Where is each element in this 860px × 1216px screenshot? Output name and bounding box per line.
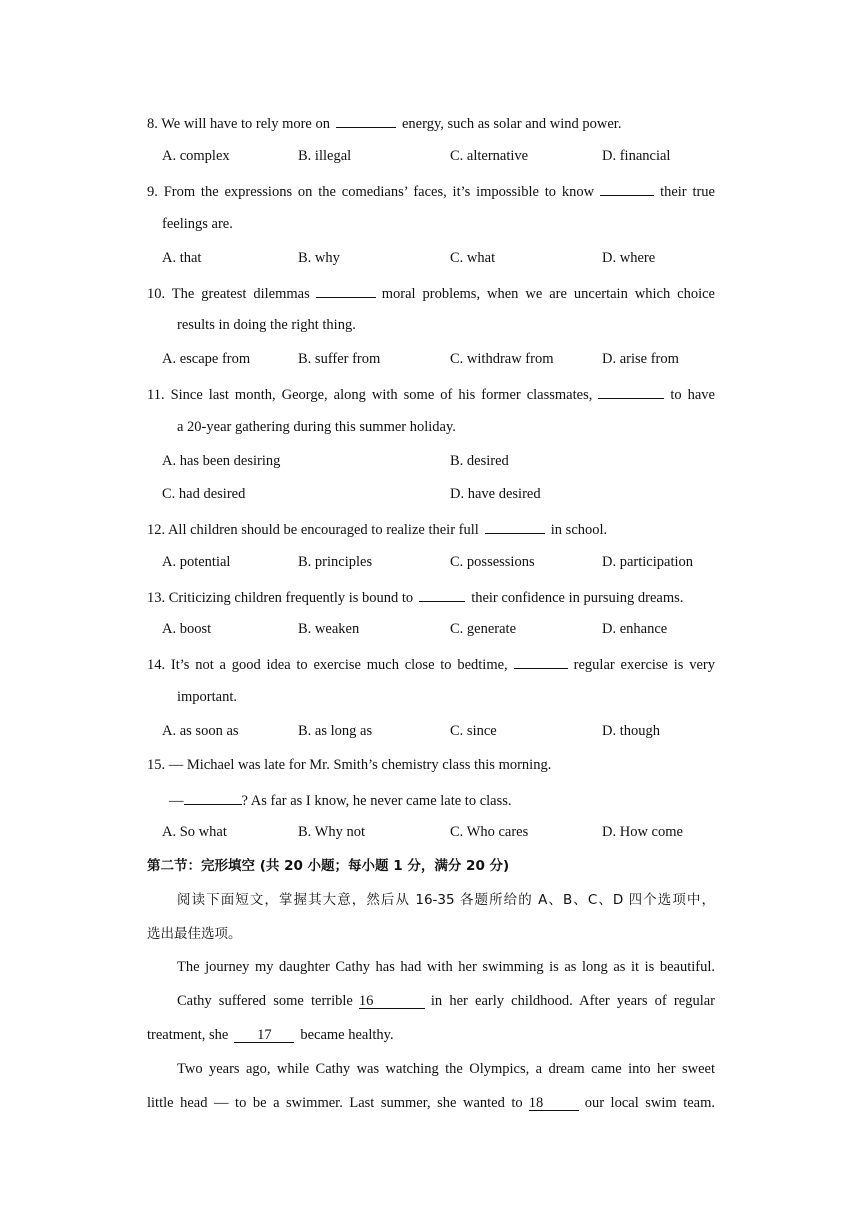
q15-option-c: C. Who cares <box>450 824 529 840</box>
q15-stem-continued <box>169 790 512 810</box>
q10-stem-text-after: moral problems, when we are uncertain which choice <box>381 286 715 302</box>
q11-stem-text: 11. Since last month, George, along with some of his former classmates, <box>147 387 593 403</box>
passage-paragraph-3-line2 <box>147 1094 715 1112</box>
q10-blank <box>316 283 376 298</box>
q13-option-d: D. enhance <box>602 621 668 637</box>
q11-option-a: A. has been desiring <box>162 453 281 469</box>
q11-option-d: D. have desired <box>450 486 541 502</box>
q12-blank <box>485 519 545 534</box>
section-instruction-line2: 选出最佳选项。 <box>147 926 242 942</box>
passage-text: Cathy suffered some terrible <box>177 993 353 1009</box>
question-15-stem: 15. — Michael was late for Mr. Smith’s chemistry class this morning. <box>147 757 552 773</box>
q12-stem-text: 12. All children should be encouraged to realize their full <box>147 522 479 538</box>
q11-stem-continued: a 20-year gathering during this summer holiday. <box>177 419 456 435</box>
q9-option-d: D. where <box>602 250 656 266</box>
q13-option-c: C. generate <box>450 621 517 637</box>
q14-option-a: A. as soon as <box>162 723 239 739</box>
question-9-stem <box>147 181 715 201</box>
q14-stem-continued: important. <box>177 689 238 705</box>
q9-stem-continued: feelings are. <box>162 216 233 232</box>
question-13-stem <box>147 587 683 607</box>
q10-option-d: D. arise from <box>602 351 679 367</box>
question-8-stem <box>147 113 621 133</box>
q15-option-b: B. Why not <box>298 824 365 840</box>
passage-paragraph-1: The journey my daughter Cathy has had with her swimming is as long as it is beautiful. <box>177 959 715 975</box>
passage-text-after: in her early childhood. After years of regular <box>430 993 715 1009</box>
q8-option-d: D. financial <box>602 148 671 164</box>
question-11-stem <box>147 384 715 404</box>
question-12-stem <box>147 519 607 539</box>
q14-stem-text-after: regular exercise is very <box>573 657 715 673</box>
q13-option-b: B. weaken <box>298 621 360 637</box>
q11-option-b: B. desired <box>450 453 509 469</box>
q14-blank <box>514 654 568 669</box>
q9-blank <box>600 181 654 196</box>
blank-17: 17 <box>234 1028 294 1043</box>
section-heading: 第二节：完形填空 (共 20 小题；每小题 1 分，满分 20 分) <box>147 858 510 874</box>
q15-option-d: D. How come <box>602 824 683 840</box>
q9-stem-text-after: their true <box>660 184 715 200</box>
q14-option-d: D. though <box>602 723 660 739</box>
q14-option-c: C. since <box>450 723 497 739</box>
q14-option-b: B. as long as <box>298 723 373 739</box>
q13-blank <box>419 587 465 602</box>
passage-text: little head — to be a swimmer. Last summer, she wanted to <box>147 1095 523 1111</box>
q8-option-a: A. complex <box>162 148 230 164</box>
passage-text-after: became healthy. <box>300 1027 394 1043</box>
section-instruction-line1: 阅读下面短文，掌握其大意，然后从 16-35 各题所给的 A、B、C、D 四个选项中， <box>177 892 715 908</box>
q15-stem-text-after: ? As far as I know, he never came late to class. <box>241 793 512 809</box>
q11-option-c: C. had desired <box>162 486 246 502</box>
blank-18: 18 <box>529 1096 579 1111</box>
q11-blank <box>598 384 664 399</box>
q12-option-d: D. participation <box>602 554 694 570</box>
passage-text-after: our local swim team. <box>584 1095 716 1111</box>
passage-paragraph-2-line1 <box>177 992 715 1010</box>
q13-option-a: A. boost <box>162 621 212 637</box>
q15-blank <box>184 790 242 805</box>
q12-option-b: B. principles <box>298 554 373 570</box>
q10-option-c: C. withdraw from <box>450 351 554 367</box>
q10-option-b: B. suffer from <box>298 351 381 367</box>
q8-stem-text: 8. We will have to rely more on <box>147 116 330 132</box>
q14-stem-text: 14. It’s not a good idea to exercise much close to bedtime, <box>147 657 508 673</box>
q10-option-a: A. escape from <box>162 351 251 367</box>
q10-stem-text: 10. The greatest dilemmas <box>147 286 310 302</box>
q9-stem-text: 9. From the expressions on the comedians’ faces, it’s impossible to know <box>147 184 595 200</box>
q13-stem-text: 13. Criticizing children frequently is bound to <box>147 590 414 606</box>
q8-option-c: C. alternative <box>450 148 529 164</box>
q10-stem-continued: results in doing the right thing. <box>177 317 356 333</box>
passage-paragraph-2-line2 <box>147 1026 394 1044</box>
q12-option-c: C. possessions <box>450 554 535 570</box>
q12-stem-text-after: in school. <box>550 522 608 538</box>
q15-dash: — <box>169 793 184 809</box>
q9-option-a: A. that <box>162 250 202 266</box>
question-10-stem <box>147 283 715 303</box>
q8-blank <box>336 113 396 128</box>
q9-option-c: C. what <box>450 250 496 266</box>
q12-option-a: A. potential <box>162 554 231 570</box>
passage-text: treatment, she <box>147 1027 229 1043</box>
question-14-stem <box>147 654 715 674</box>
q15-option-a: A. So what <box>162 824 227 840</box>
q11-stem-text-after: to have <box>670 387 715 403</box>
blank-16: 16 <box>359 994 425 1009</box>
q8-stem-text-after: energy, such as solar and wind power. <box>402 116 622 132</box>
passage-paragraph-3-line1: Two years ago, while Cathy was watching the Olympics, a dream came into her sweet <box>177 1061 715 1077</box>
q9-option-b: B. why <box>298 250 340 266</box>
q13-stem-text-after: their confidence in pursuing dreams. <box>471 590 684 606</box>
q8-option-b: B. illegal <box>298 148 352 164</box>
